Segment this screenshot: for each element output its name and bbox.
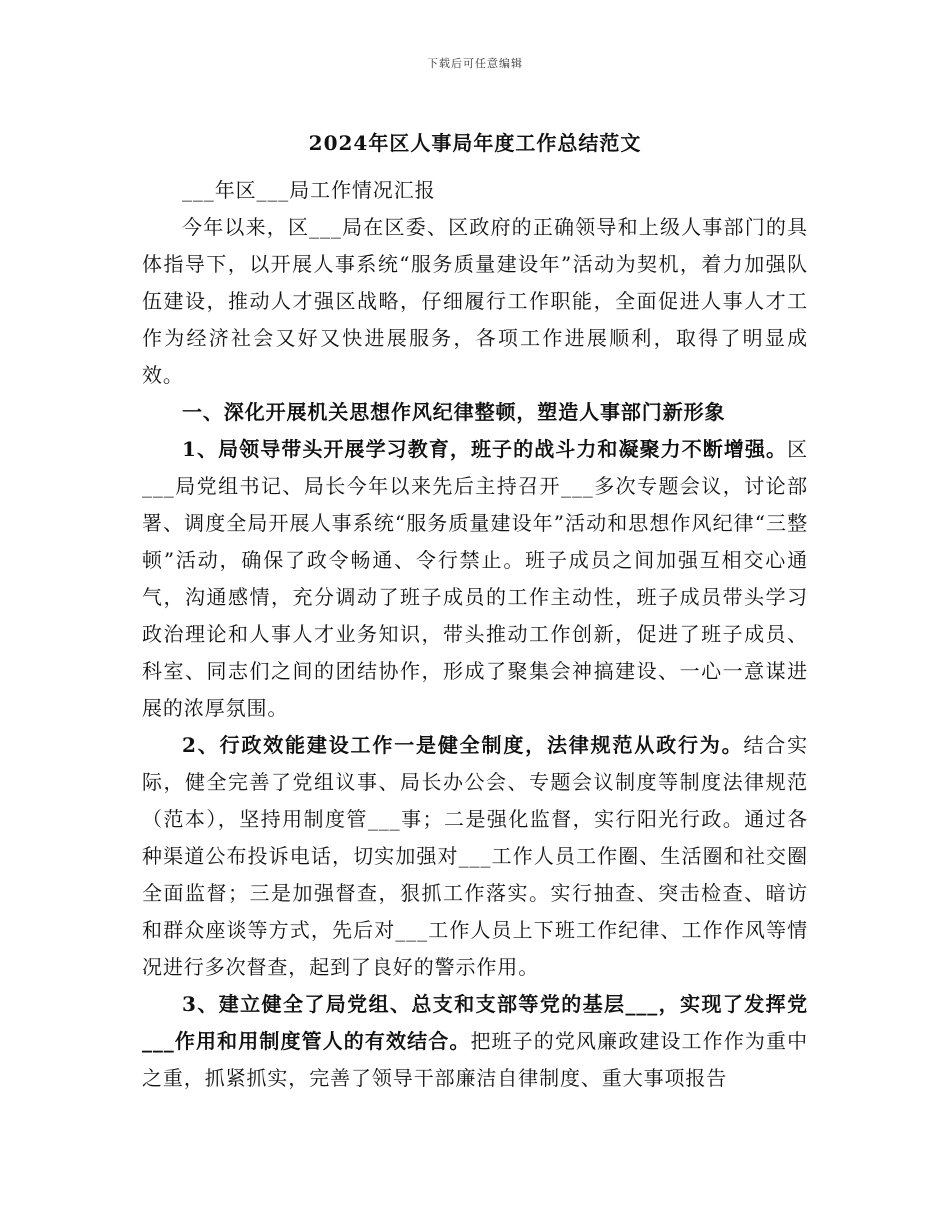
- item-3-lead: 3、建立健全了局党组、总支和支部等党的基层___，实现了发挥党___作用和用制度管人的有效结合。: [142, 992, 808, 1053]
- document-body: [142, 172, 808, 1097]
- item-2-lead: 2、行政效能建设工作一是健全制度，法律规范从政行为。: [182, 733, 744, 757]
- page-header-note: 下载后可任意编辑: [427, 57, 523, 70]
- paragraph-item-1: [142, 431, 808, 727]
- item-1-lead: 1、局领导带头开展学习教育，班子的战斗力和凝聚力不断增强。: [182, 437, 788, 461]
- item-1-body: 区___局党组书记、局长今年以来先后主持召开___多次专题会议，讨论部署、调度全局开展人事系统“服务质量建设年”活动和思想作风纪律“三整顿”活动，确保了政令畅通、令行禁止。班子成员之间加强互相交心通气，沟通感情，充分调动了班子成员的工作主动性，班子成员带头学习政治理论和人事人才业务知识，带头推动工作创新，促进了班子成员、科室、同志们之间的团结协作，形成了聚集会神搞建设、一心一意谋进展的浓厚氛围。: [142, 437, 808, 720]
- document-title: 2024年区人事局年度工作总结范文: [308, 131, 642, 155]
- section-heading-1: 一、深化开展机关思想作风纪律整顿，塑造人事部门新形象: [182, 400, 726, 424]
- item-2-body: 结合实际，健全完善了党组议事、局长办公会、专题会议制度等制度法律规范（范本），坚持用制度管___事；二是强化监督，实行阳光行政。通过各种渠道公布投诉电话，切实加强对___工作人员工作圈、生活圈和社交圈全面监督；三是加强督查，狠抓工作落实。实行抽查、突击检查、暗访和群众座谈等方式，先后对___工作人员上下班工作纪律、工作作风等情况进行多次督查，起到了良好的警示作用。: [142, 733, 808, 979]
- report-subtitle: ___年区___局工作情况汇报: [182, 178, 436, 202]
- intro-paragraph: 今年以来，区___局在区委、区政府的正确领导和上级人事部门的具体指导下，以开展人事系统“服务质量建设年”活动为契机，着力加强队伍建设，推动人才强区战略，仔细履行工作职能，全面促进人事人才工作为经济社会又好又快进展服务，各项工作进展顺利，取得了明显成效。: [142, 215, 808, 387]
- paragraph-item-3: [142, 986, 808, 1097]
- paragraph-item-2: [142, 727, 808, 986]
- item-3-body: 把班子的党风廉政建设工作作为重中之重，抓紧抓实，完善了领导干部廉洁自律制度、重大事项报告: [142, 1029, 808, 1090]
